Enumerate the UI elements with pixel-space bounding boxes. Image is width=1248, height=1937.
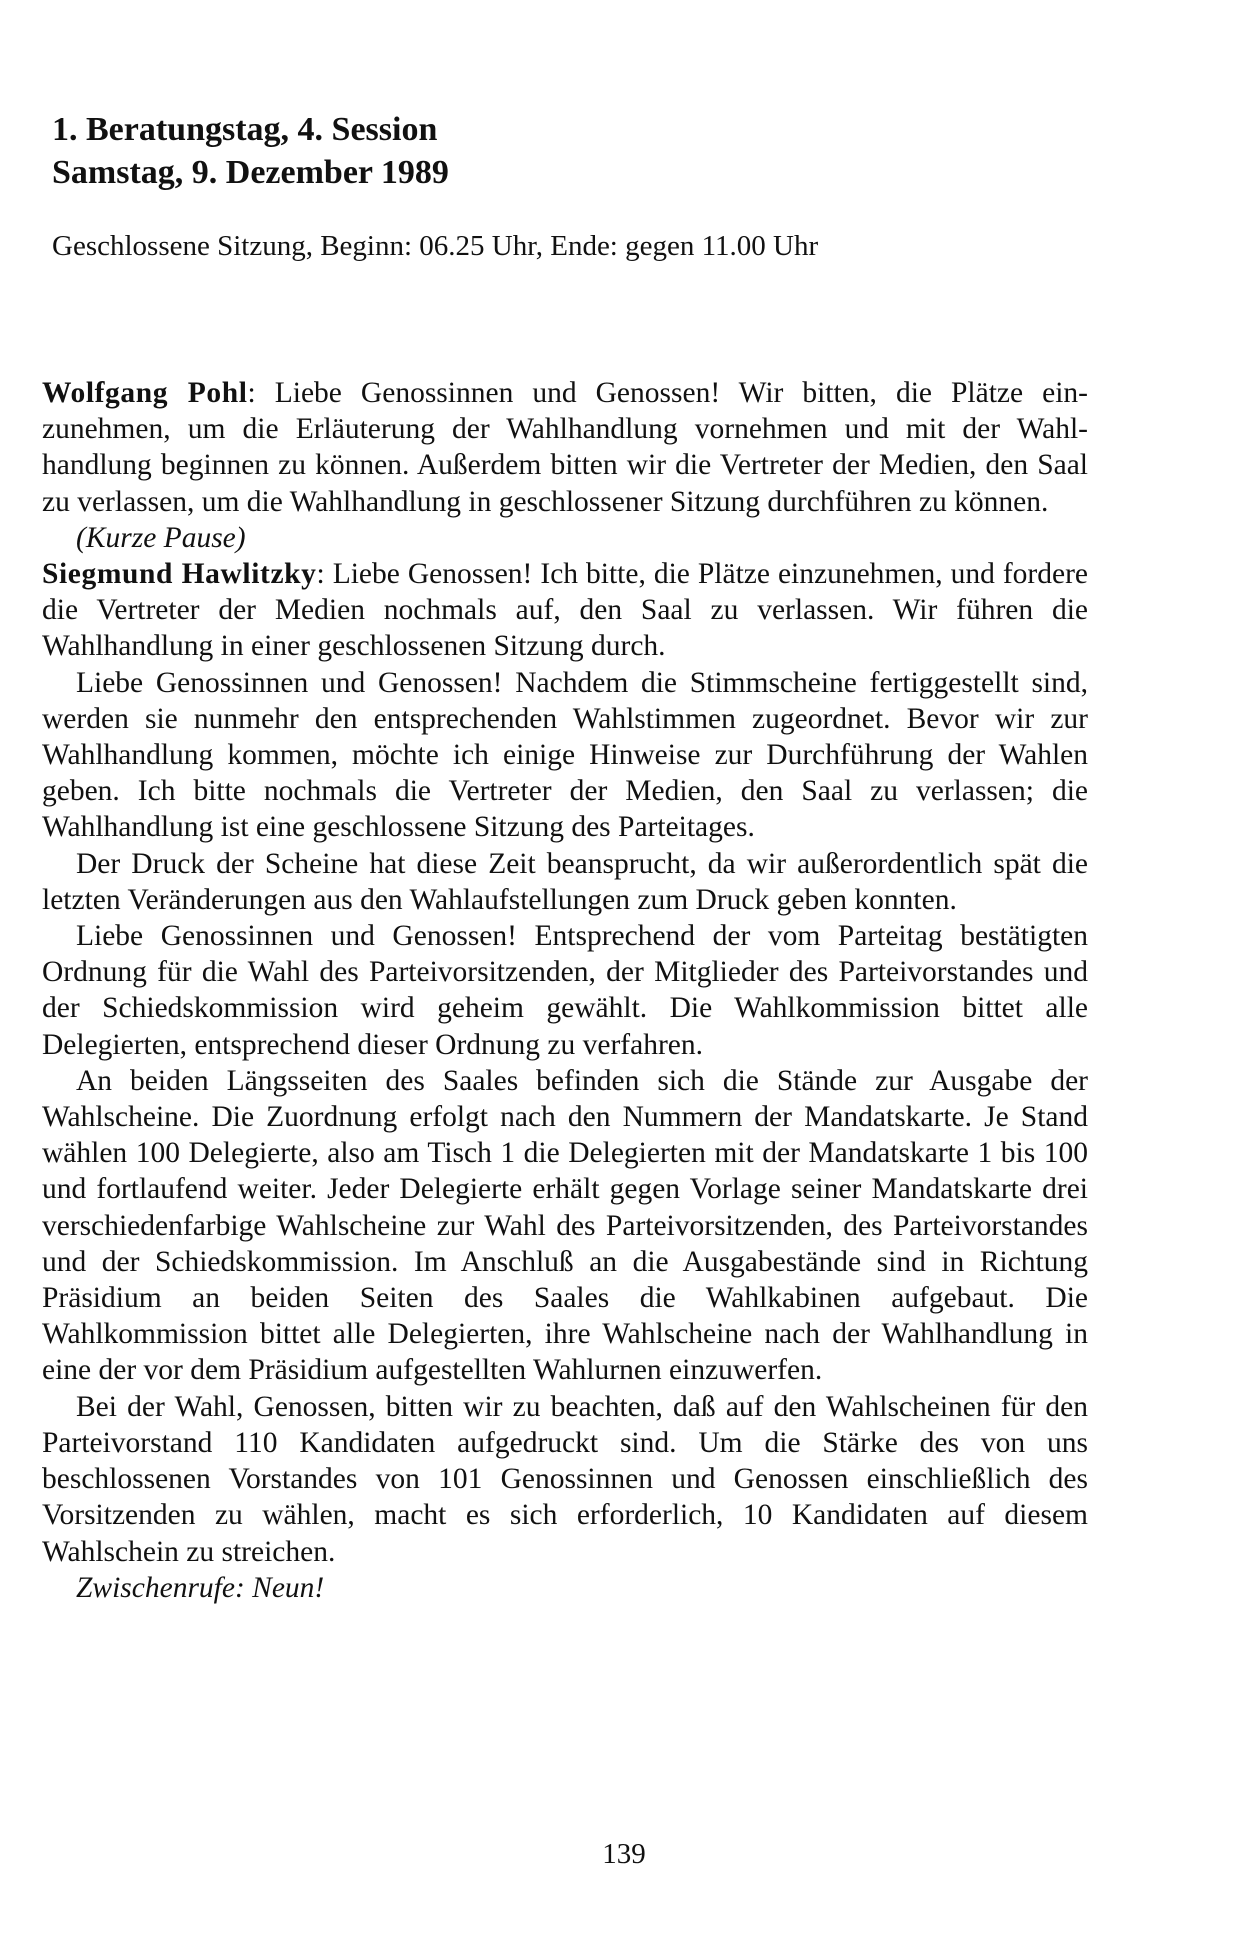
paragraph: Der Druck der Scheine hat diese Zeit beansprucht, da wir außerordentlich spät die letzten Veränderungen aus den Wahlaufstellungen zum Druck geben konnten. [42,847,1088,916]
interjection-text: Zwischenrufe: Neun! [76,1571,325,1604]
paragraph: Liebe Genossinnen und Genossen! Entsprechend der vom Parteitag bestätigten Ordnung für die Wahl des Parteivorsitzenden, der Mitglieder des Parteivorstandes und der Schiedskommission wird geheim gewählt. Die Wahlkommission bittet alle Delegierten, entsprechend dieser Ordnung zu verfahren. [42,920,1088,1061]
heading-line-2: Samstag, 9. Dezember 1989 [52,154,449,191]
speaker-name: Wolfgang Pohl [42,377,248,409]
stage-direction-text: (Kurze Pause) [76,521,246,554]
paragraph-hawlitzky [42,556,1088,665]
speech-text: : Liebe Genossinnen und Genossen! Wir bitten, die Plätze einzunehmen, um die Erläuterung der Wahlhandlung vornehmen und mit der Wahlhandlung beginnen zu können. Außerdem bitten wir die Vertreter der Medien, den Saal zu verlassen, um die Wahlhandlung in geschlossener Sitzung durchführen zu können. [42,377,1088,518]
stage-direction [42,520,1088,556]
paragraph: An beiden Längsseiten des Saales befinden sich die Stände zur Ausgabe der Wahlscheine. Die Zuordnung erfolgt nach den Nummern der Mandatskarte. Je Stand wählen 100 Delegierte, also am Tisch 1 die Delegierten mit der Mandatskarte 1 bis 100 und fortlaufend weiter. Jeder Delegierte erhält gegen Vorlage seiner Mandatskarte drei verschiedenfarbige Wahlscheine zur Wahl des Parteivorsitzenden, des Parteivorstandes und der Schiedskommission. Im Anschluß an die Ausgabestände sind in Richtung Präsidium an beiden Seiten des Saales die Wahlkabinen aufgebaut. Die Wahlkommission bittet alle Delegierten, ihre Wahlscheine nach der Wahlhandlung in eine der vor dem Präsidium aufgestellten Wahlurnen einzuwerfen. [42,1064,1088,1387]
paragraph-pohl [42,375,1088,520]
speech-text: : Liebe Genossen! Ich bitte, die Plätze einzunehmen, und fordere die Vertreter der Medien nochmals auf, den Saal zu verlassen. Wir führen die Wahlhandlung in einer geschlossenen Sitzung durch. [42,558,1088,663]
session-heading [52,108,1052,194]
paragraph: Bei der Wahl, Genossen, bitten wir zu beachten, daß auf den Wahlscheinen für den Parteivorstand 110 Kandidaten aufgedruckt sind. Um die Stärke des von uns beschlossenen Vorstandes von 101 Genossinnen und Genossen einschließlich des Vorsitzenden zu wählen, macht es sich erforderlich, 10 Kandidaten auf diesem Wahlschein zu streichen. [42,1390,1088,1568]
heading-line-1: 1. Beratungstag, 4. Session [52,111,438,148]
page-number: 139 [602,1838,646,1870]
session-meta: Geschlossene Sitzung, Beginn: 06.25 Uhr, Ende: gegen 11.00 Uhr [52,230,819,262]
interjection [42,1570,1088,1606]
speaker-name: Siegmund Hawlitzky [42,558,317,591]
paragraph: Liebe Genossinnen und Genossen! Nachdem die Stimmscheine fertiggestellt sind, werden sie nunmehr den entsprechenden Wahlstimmen zugeordnet. Bevor wir zur Wahlhandlung kommen, möchte ich einige Hinweise zur Durchführung der Wahlen geben. Ich bitte nochmals die Vertreter der Medien, den Saal zu verlassen; die Wahlhandlung ist eine geschlossene Sitzung des Parteitages. [42,666,1088,844]
transcript-body [42,375,1088,1606]
